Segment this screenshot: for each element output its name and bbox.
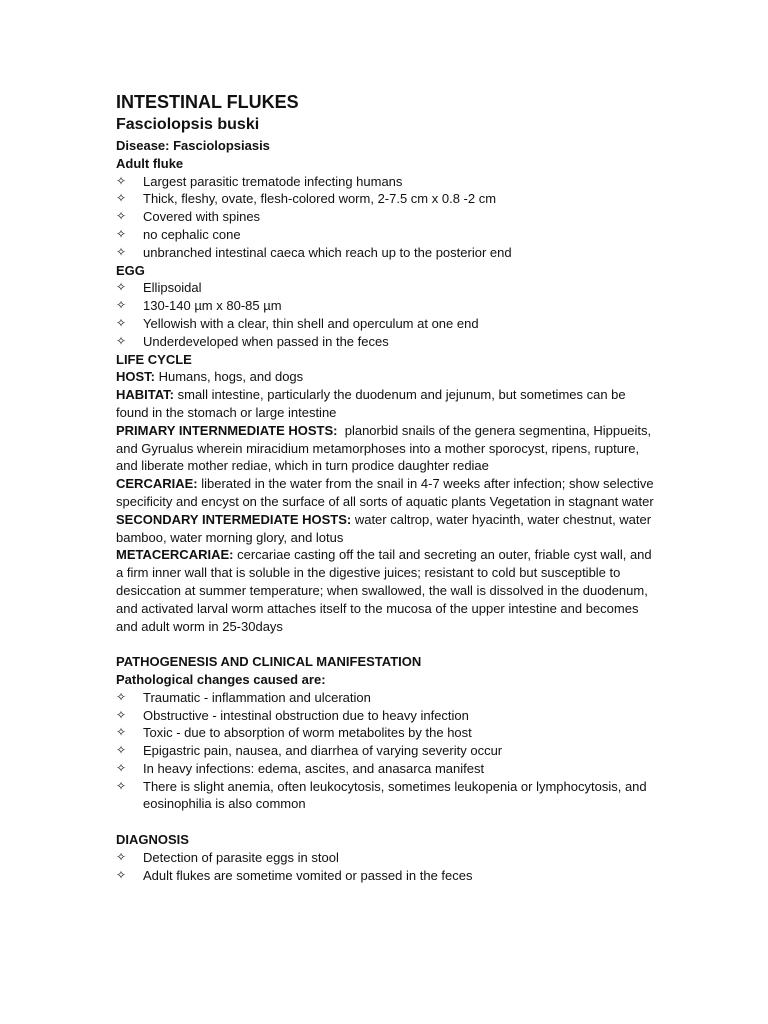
document-title: INTESTINAL FLUKES	[116, 92, 299, 112]
cercariae-paragraph	[116, 475, 656, 511]
list-item-text: Adult flukes are sometime vomited or passed in the feces	[143, 867, 473, 883]
list-item	[116, 208, 656, 226]
list-item-text: Ellipsoidal	[143, 280, 202, 296]
four-pointed-star-icon: ✧	[116, 333, 127, 348]
list-item-text: Detection of parasite eggs in stool	[143, 849, 339, 865]
list-item	[116, 244, 656, 262]
metacercariae-text: cercariae casting off the tail and secreting an outer, friable cyst wall, and a firm inner wall that is soluble in the digestive juices; resistant to cold but susceptible to desiccation at summer temperature; when swallowed, the wall is dissolved in the duodenum, and activated larval worm attaches itself to the mucosa of the upper intestine and becomes and adult worm in 25-30days	[116, 547, 652, 634]
list-item-text: Thick, fleshy, ovate, flesh-colored worm, 2-7.5 cm x 0.8 -2 cm	[143, 191, 497, 207]
four-pointed-star-icon: ✧	[116, 280, 127, 295]
secondary-hosts-text: water caltrop, water hyacinth, water chestnut, water bamboo, water morning glory, and lotus	[116, 511, 652, 545]
habitat-label: HABITAT:	[116, 387, 175, 403]
secondary-hosts-paragraph	[116, 511, 656, 547]
egg-list	[116, 279, 656, 350]
list-item-text: Underdeveloped when passed in the feces	[143, 333, 389, 349]
habitat-paragraph	[116, 386, 656, 422]
list-item	[116, 778, 656, 814]
four-pointed-star-icon: ✧	[116, 244, 127, 259]
primary-hosts-paragraph	[116, 422, 656, 475]
diagnosis-list	[116, 849, 656, 885]
host-paragraph	[116, 368, 656, 386]
egg-heading: EGG	[116, 262, 145, 278]
host-label: HOST:	[116, 369, 155, 385]
list-item-text: Covered with spines	[143, 209, 261, 225]
four-pointed-star-icon: ✧	[116, 760, 127, 775]
list-item-text: Traumatic - inflammation and ulceration	[143, 689, 371, 705]
four-pointed-star-icon: ✧	[116, 707, 127, 722]
four-pointed-star-icon: ✧	[116, 689, 127, 704]
four-pointed-star-icon: ✧	[116, 849, 127, 864]
four-pointed-star-icon: ✧	[116, 173, 127, 188]
four-pointed-star-icon: ✧	[116, 209, 127, 224]
list-item	[116, 297, 656, 315]
adult-fluke-list	[116, 173, 656, 262]
list-item-text: Obstructive - intestinal obstruction due to heavy infection	[143, 707, 469, 723]
pathological-changes-heading: Pathological changes caused are:	[116, 671, 326, 687]
list-item-text: Yellowish with a clear, thin shell and operculum at one end	[143, 315, 479, 331]
list-item-text: unbranched intestinal caeca which reach up to the posterior end	[143, 244, 512, 260]
list-item	[116, 226, 656, 244]
host-text: Humans, hogs, and dogs	[155, 369, 304, 385]
four-pointed-star-icon: ✧	[116, 226, 127, 241]
primary-hosts-text: planorbid snails of the genera segmentina, Hippueits, and Gyrualus wherein miracidium metamorphoses into a mother sporocyst, ripens, rupture, and liberate mother rediae, which in turn prodice daughter rediae	[116, 422, 655, 474]
list-item	[116, 849, 656, 867]
cercariae-text: liberated in the water from the snail in 4-7 weeks after infection; show selective specificity and encyst on the surface of all sorts of aquatic plants Vegetation in stagnant water	[116, 476, 654, 509]
list-item-text: no cephalic cone	[143, 226, 241, 242]
pathology-list	[116, 689, 656, 814]
list-item	[116, 867, 656, 885]
four-pointed-star-icon: ✧	[116, 725, 127, 740]
list-item	[116, 173, 656, 191]
list-item	[116, 315, 656, 333]
spacer	[116, 635, 656, 653]
list-item-text: Epigastric pain, nausea, and diarrhea of varying severity occur	[143, 743, 503, 759]
life-cycle-heading: LIFE CYCLE	[116, 351, 192, 367]
list-item-text: 130-140 µm x 80-85 µm	[143, 298, 282, 314]
list-item	[116, 689, 656, 707]
adult-fluke-heading: Adult fluke	[116, 155, 184, 171]
document-subtitle: Fasciolopsis buski	[116, 116, 260, 133]
metacercariae-paragraph	[116, 546, 656, 635]
list-item	[116, 707, 656, 725]
four-pointed-star-icon: ✧	[116, 778, 127, 793]
list-item-text: In heavy infections: edema, ascites, and anasarca manifest	[143, 760, 485, 776]
list-item-text: Largest parasitic trematode infecting humans	[143, 173, 403, 189]
diagnosis-heading: DIAGNOSIS	[116, 832, 189, 848]
pathogenesis-heading: PATHOGENESIS AND CLINICAL MANIFESTATION	[116, 654, 422, 670]
document-page	[116, 90, 656, 884]
four-pointed-star-icon: ✧	[116, 298, 127, 313]
list-item	[116, 333, 656, 351]
metacercariae-label: METACERCARIAE:	[116, 547, 234, 563]
list-item	[116, 742, 656, 760]
disease-line: Disease: Fasciolopsiasis	[116, 138, 270, 153]
list-item-text: There is slight anemia, often leukocytosis, sometimes leukopenia or lymphocytosis, and eosinophilia is also common	[143, 778, 647, 812]
spacer	[116, 813, 656, 831]
list-item-text: Toxic - due to absorption of worm metabolites by the host	[143, 725, 472, 741]
primary-hosts-label: PRIMARY INTERNMEDIATE HOSTS:	[116, 422, 338, 438]
four-pointed-star-icon: ✧	[116, 191, 127, 206]
four-pointed-star-icon: ✧	[116, 315, 127, 330]
list-item	[116, 190, 656, 208]
four-pointed-star-icon: ✧	[116, 867, 127, 882]
cercariae-label: CERCARIAE:	[116, 476, 198, 492]
list-item	[116, 760, 656, 778]
list-item	[116, 724, 656, 742]
four-pointed-star-icon: ✧	[116, 743, 127, 758]
secondary-hosts-label: SECONDARY INTERMEDIATE HOSTS:	[116, 511, 352, 527]
habitat-text: small intestine, particularly the duodenum and jejunum, but sometimes can be found in the stomach or large intestine	[116, 387, 626, 420]
list-item	[116, 279, 656, 297]
